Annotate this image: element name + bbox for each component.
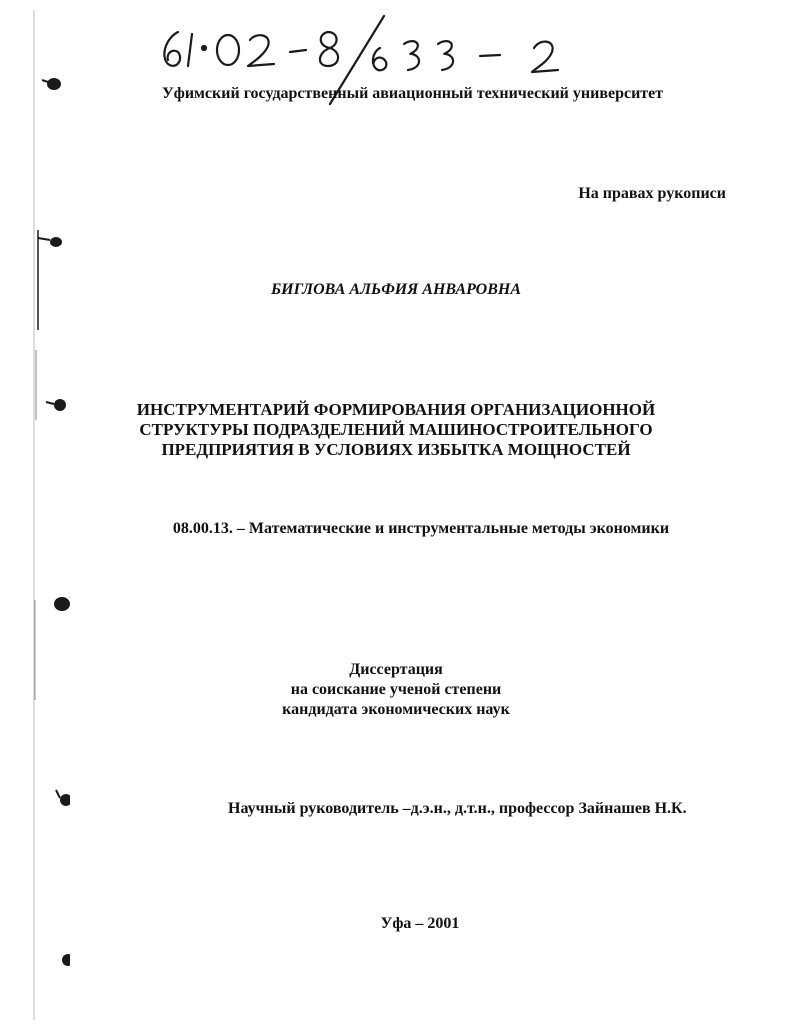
title-line: СТРУКТУРЫ ПОДРАЗДЕЛЕНИЙ МАШИНОСТРОИТЕЛЬНОГО — [139, 420, 653, 439]
author-name: БИГЛОВА АЛЬФИЯ АНВАРОВНА — [270, 281, 522, 298]
scientific-supervisor: Научный руководитель –д.э.н., д.т.н., профессор Зайнашев Н.К. — [228, 800, 687, 817]
manuscript-rights-note: На правах рукописи — [578, 185, 726, 202]
university-name: Уфимский государственный авиационный технический университет — [162, 85, 664, 102]
title-line: ПРЕДПРИЯТИЯ В УСЛОВИЯХ ИЗБЫТКА МОЩНОСТЕЙ — [161, 440, 631, 459]
degree-line: Диссертация — [349, 661, 443, 678]
title-line: ИНСТРУМЕНТАРИЙ ФОРМИРОВАНИЯ ОРГАНИЗАЦИОННОЙ — [136, 400, 656, 419]
degree-statement — [0, 660, 792, 720]
degree-line: на соискание ученой степени — [290, 681, 502, 698]
dissertation-title — [0, 400, 792, 460]
scan-binding-marks — [30, 0, 70, 1024]
specialty-code: 08.00.13. – Математические и инструментальные методы экономики — [172, 520, 670, 537]
place-and-year: Уфа – 2001 — [380, 915, 460, 932]
degree-line: кандидата экономических наук — [282, 701, 510, 718]
